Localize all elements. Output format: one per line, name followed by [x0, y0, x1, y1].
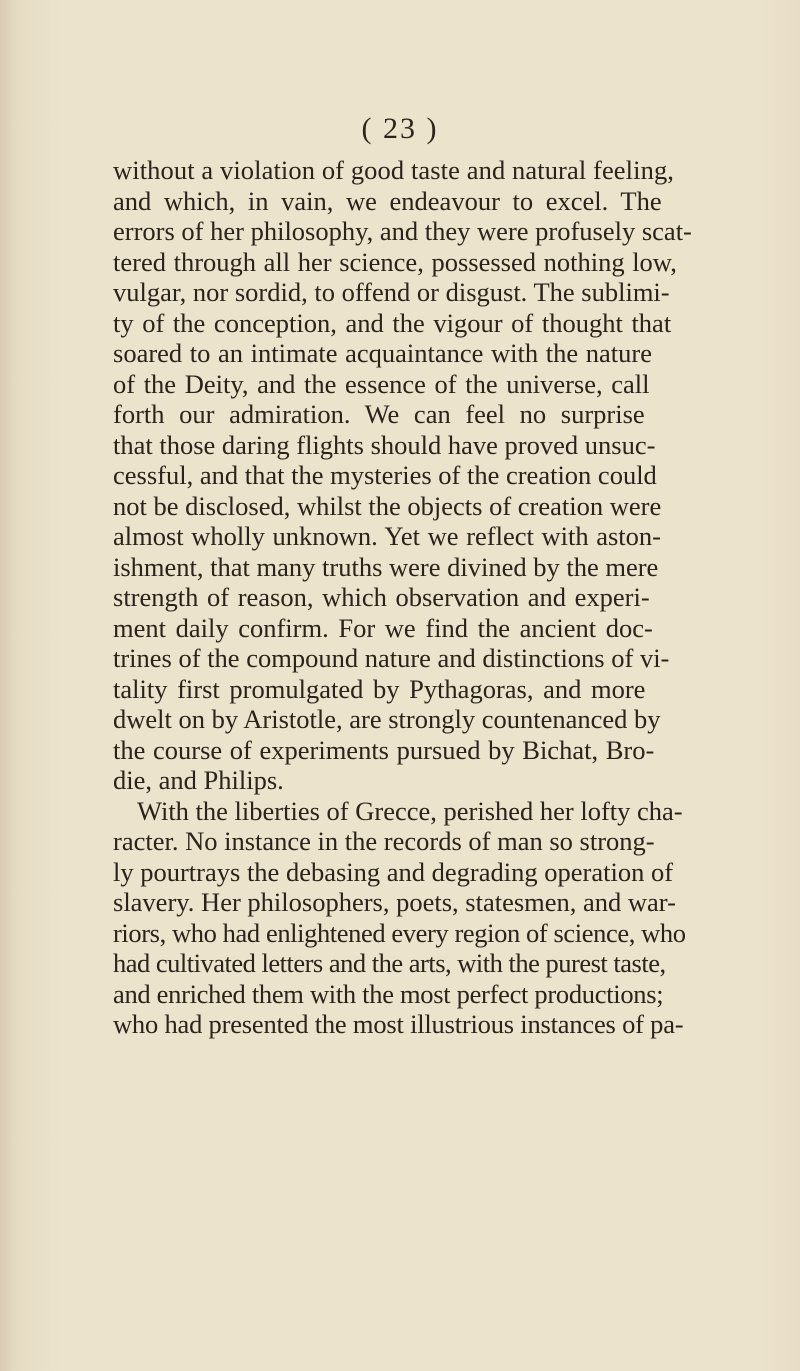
- text-line: almost wholly unknown. Yet we reflect with aston-: [113, 521, 661, 551]
- text-line: had cultivated letters and the arts, with the purest taste,: [113, 948, 666, 978]
- text-line: With the liberties of Grecce, perished her lofty cha-: [137, 795, 683, 826]
- text-line: die, and Philips.: [113, 765, 284, 795]
- text-line: trines of the compound nature and distinctions of vi-: [113, 643, 670, 673]
- text-line: ishment, that many truths were divined by the mere: [113, 551, 659, 582]
- text-line: who had presented the most illustrious instances of pa-: [113, 1009, 684, 1039]
- text-line: ment daily confirm. For we find the ancient doc-: [113, 612, 653, 643]
- text-line: vulgar, nor sordid, to offend or disgust. The sublimi-: [113, 277, 670, 307]
- body-text: [113, 155, 800, 1040]
- text-line: not be disclosed, whilst the objects of creation were: [113, 490, 662, 521]
- text-line: forth our admiration. We can feel no surprise: [113, 399, 645, 429]
- text-line: riors, who had enlightened every region of science, who: [113, 917, 686, 948]
- text-line: cessful, and that the mysteries of the creation could: [113, 460, 657, 490]
- text-line: slavery. Her philosophers, poets, statesmen, and war-: [113, 887, 676, 917]
- text-line: that those daring flights should have proved unsuc-: [113, 429, 656, 460]
- text-line: tered through all her science, possessed nothing low,: [113, 246, 677, 277]
- text-line: ly pourtrays the debasing and degrading operation of: [113, 856, 674, 887]
- text-line: racter. No instance in the records of man so strong-: [113, 826, 655, 856]
- text-line: and which, in vain, we endeavour to excel. The: [113, 185, 662, 216]
- text-line: soared to an intimate acquaintance with the nature: [113, 338, 652, 368]
- text-line: tality first promulgated by Pythagoras, and more: [113, 673, 646, 704]
- text-line: without a violation of good taste and natural feeling,: [113, 155, 675, 185]
- text-line: and enriched them with the most perfect productions;: [113, 978, 664, 1009]
- page-number: ( 23 ): [361, 112, 439, 145]
- text-line: of the Deity, and the essence of the universe, call: [113, 368, 650, 399]
- text-line: errors of her philosophy, and they were profusely scat-: [113, 216, 692, 246]
- text-line: the course of experiments pursued by Bichat, Bro-: [113, 734, 655, 765]
- text-line: ty of the conception, and the vigour of thought that: [113, 307, 672, 338]
- text-line: dwelt on by Aristotle, are strongly countenanced by: [113, 704, 661, 734]
- text-line: strength of reason, which observation and experi-: [113, 582, 650, 612]
